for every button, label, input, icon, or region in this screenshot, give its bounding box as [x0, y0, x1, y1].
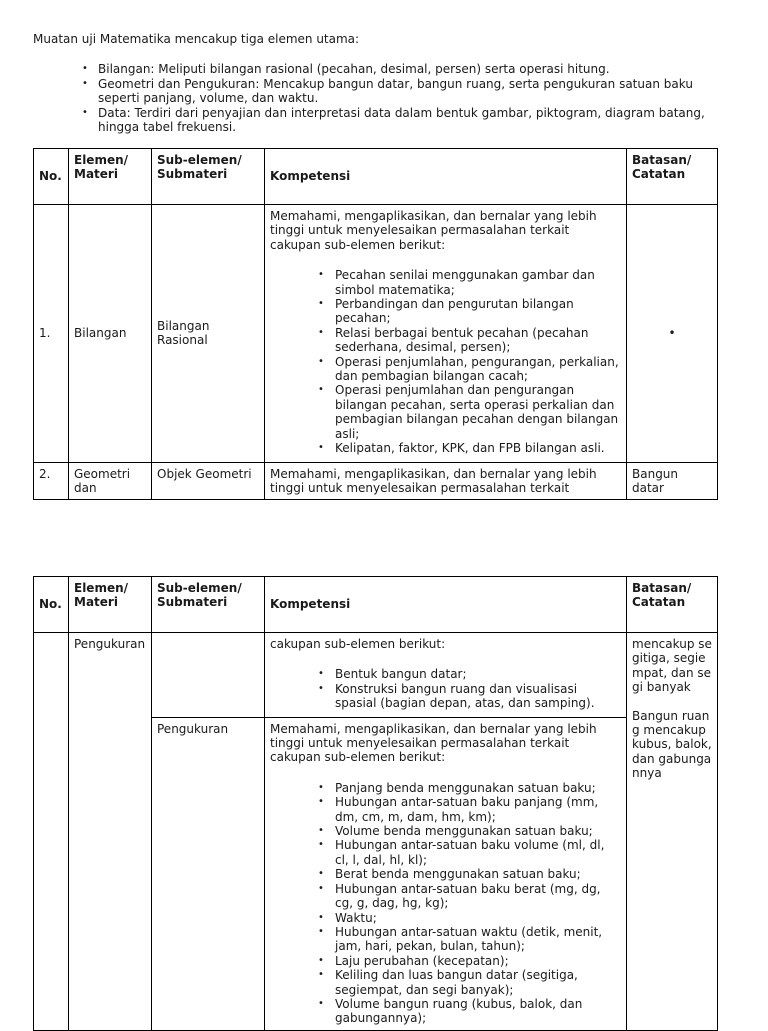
batasan-bangun-ruang: Bangun ruang mencakup kubus, balok, dan gabungannya: [632, 708, 712, 781]
row-kompetensi: [265, 633, 627, 718]
kompetensi-intro: cakupan sub-elemen berikut:: [270, 637, 446, 651]
table-header-row: [34, 577, 718, 633]
table-row: [34, 205, 718, 463]
list-item: • Hubungan antar-satuan baku volume (ml, dl, cl, l, dal, hl, kl);: [335, 838, 621, 867]
list-item: • Kelipatan, faktor, KPK, dan FPB bilangan asli.: [335, 441, 621, 455]
list-item: • Volume benda menggunakan satuan baku;: [335, 824, 621, 838]
kompetensi-intro: Memahami, mengaplikasikan, dan bernalar yang lebih tinggi untuk menyelesaikan permasalahan terkait cakupan sub-elemen berikut:: [270, 721, 597, 765]
list-item: • Perbandingan dan pengurutan bilangan pecahan;: [335, 297, 621, 326]
kompetensi-intro: Memahami, mengaplikasikan, dan bernalar yang lebih tinggi untuk menyelesaikan permasalahan terkait cakupan sub-elemen berikut:: [270, 209, 597, 252]
batasan-bangun-datar: mencakup segitiga, segiempat, dan segi banyak: [632, 637, 712, 695]
kompetensi-list: [270, 268, 621, 455]
row-no: 1.: [34, 205, 69, 463]
row-elemen: Pengukuran: [69, 633, 152, 1031]
header-no: No.: [34, 149, 69, 205]
list-item: • Konstruksi bangun ruang dan visualisasi spasial (bagian depan, atas, dan samping).: [335, 682, 621, 711]
intro-bullet-geometri: • Geometri dan Pengukuran: Mencakup bangun datar, bangun ruang, serta pengukuran satuan baku seperti panjang, volume, dan waktu.: [98, 77, 733, 106]
list-item: • Hubungan antar-satuan waktu (detik, menit, jam, hari, pekan, bulan, tahun);: [335, 925, 621, 954]
row-batasan: •: [627, 205, 718, 463]
list-item: • Waktu;: [335, 911, 621, 925]
row-no: [34, 633, 69, 1031]
row-batasan: Bangun datar: [627, 462, 718, 500]
row-kompetensi: Memahami, mengaplikasikan, dan bernalar yang lebih tinggi untuk menyelesaikan permasalahan terkait: [265, 462, 627, 500]
row-sub: [152, 633, 265, 718]
list-item: • Relasi berbagai bentuk pecahan (pecahan sederhana, desimal, persen);: [335, 326, 621, 355]
row-kompetensi: [265, 717, 627, 1030]
row-elemen: Geometri dan: [69, 462, 152, 500]
table-row: [34, 462, 718, 500]
row-sub: Objek Geometri: [152, 462, 265, 500]
row-sub: Bilangan Rasional: [152, 205, 265, 463]
row-kompetensi: [265, 205, 627, 463]
intro-section: [33, 32, 733, 134]
list-item: • Keliling dan luas bangun datar (segitiga, segiempat, dan segi banyak);: [335, 968, 621, 997]
list-item: • Panjang benda menggunakan satuan baku;: [335, 781, 621, 795]
competency-table-2: [33, 576, 718, 1031]
list-item: • Hubungan antar-satuan baku berat (mg, dg, cg, g, dag, hg, kg);: [335, 882, 621, 911]
header-no: No.: [34, 577, 69, 633]
header-elemen: Elemen/ Materi: [69, 149, 152, 205]
header-sub: Sub-elemen/ Submateri: [152, 577, 265, 633]
list-item: • Laju perubahan (kecepatan);: [335, 954, 621, 968]
intro-bullet-list: [33, 62, 733, 134]
table-row: [34, 633, 718, 718]
header-batasan: Batasan/ Catatan: [627, 149, 718, 205]
kompetensi-list: [270, 667, 621, 710]
list-item: • Operasi penjumlahan, pengurangan, perkalian, dan pembagian bilangan cacah;: [335, 355, 621, 384]
row-batasan: [627, 633, 718, 1031]
list-item: • Volume bangun ruang (kubus, balok, dan gabungannya);: [335, 997, 621, 1026]
intro-heading: Muatan uji Matematika mencakup tiga elemen utama:: [33, 32, 360, 46]
list-item: • Bentuk bangun datar;: [335, 667, 621, 681]
header-batasan: Batasan/ Catatan: [627, 577, 718, 633]
table-header-row: [34, 149, 718, 205]
row-sub: Pengukuran: [152, 717, 265, 1030]
kompetensi-list: [270, 781, 621, 1026]
header-kompetensi: Kompetensi: [265, 577, 627, 633]
header-kompetensi: Kompetensi: [265, 149, 627, 205]
list-item: • Berat benda menggunakan satuan baku;: [335, 867, 621, 881]
list-item: • Hubungan antar-satuan baku panjang (mm, dm, cm, m, dam, hm, km);: [335, 795, 621, 824]
intro-bullet-data: • Data: Terdiri dari penyajian dan interpretasi data dalam bentuk gambar, piktogram, diagram batang, hingga tabel frekuensi.: [98, 106, 733, 135]
list-item: • Pecahan senilai menggunakan gambar dan simbol matematika;: [335, 268, 621, 297]
header-elemen: Elemen/ Materi: [69, 577, 152, 633]
intro-bullet-bilangan: • Bilangan: Meliputi bilangan rasional (pecahan, desimal, persen) serta operasi hitung.: [98, 62, 733, 76]
list-item: • Operasi penjumlahan dan pengurangan bilangan pecahan, serta operasi perkalian dan pembagian bilangan pecahan dengan bilangan asli;: [335, 383, 621, 441]
header-sub: Sub-elemen/ Submateri: [152, 149, 265, 205]
competency-table-1: [33, 148, 718, 500]
row-elemen: Bilangan: [69, 205, 152, 463]
row-no: 2.: [34, 462, 69, 500]
